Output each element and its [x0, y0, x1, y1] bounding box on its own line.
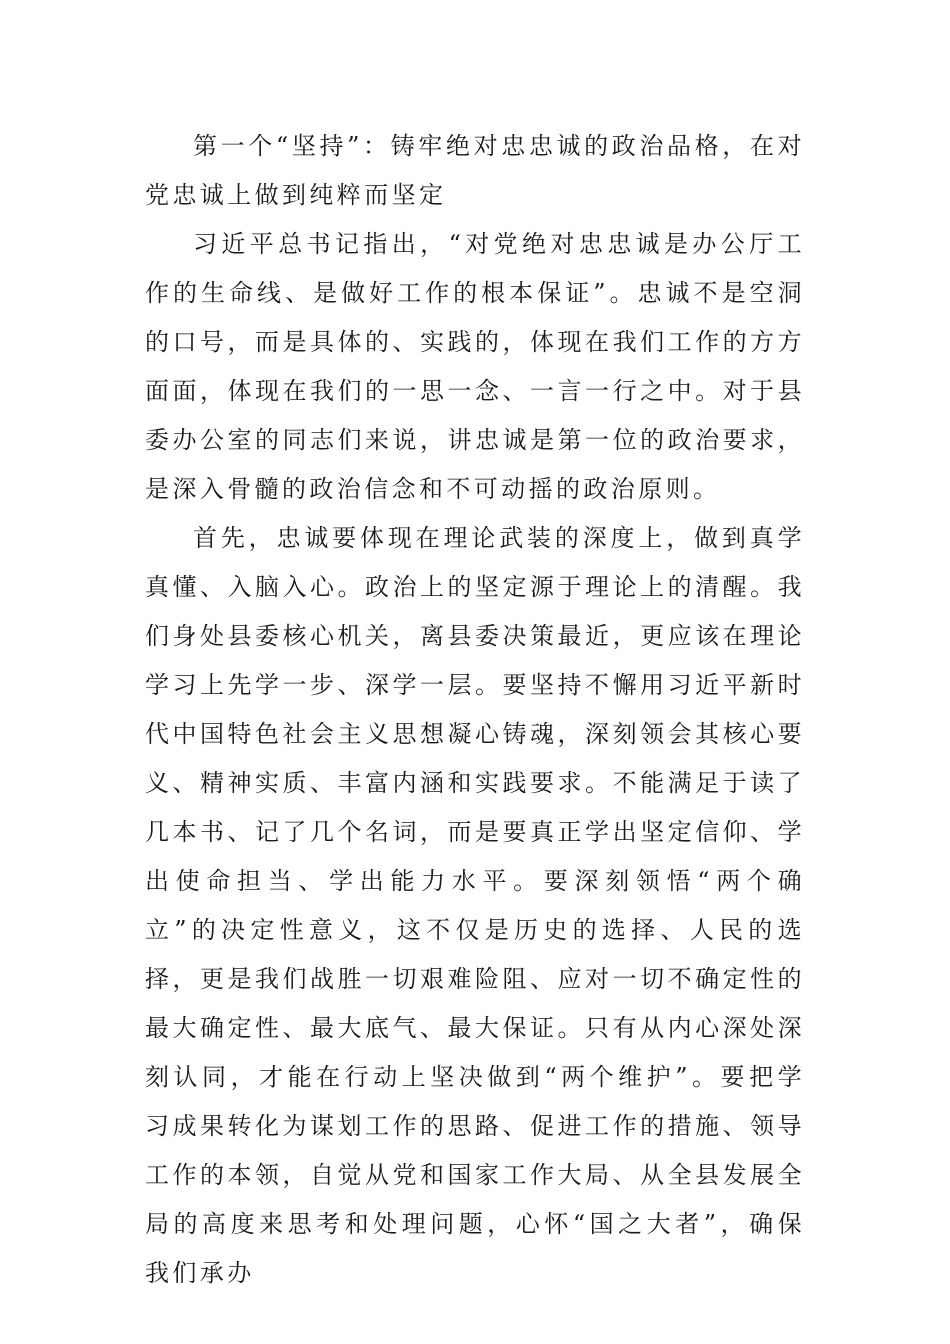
- body-paragraph-1: 习近平总书记指出，“对党绝对忠忠诚是办公厅工作的生命线、是做好工作的根本保证”。忠诚不是空洞的口号，而是具体的、实践的，体现在我们工作的方方面面，体现在我们的一思一念、一言一行之中。对于县委办公室的同志们来说，讲忠诚是第一位的政治要求，是深入骨髓的政治信念和不可动摇的政治原则。: [145, 230, 805, 503]
- body-paragraph-2: 首先，忠诚要体现在理论武装的深度上，做到真学真懂、入脑入心。政治上的坚定源于理论上的清醒。我们身处县委核心机关，离县委决策最近，更应该在理论学习上先学一步、深学一层。要坚持不懈用习近平新时代中国特色社会主义思想凝心铸魂，深刻领会其核心要义、精神实质、丰富内涵和实践要求。不能满足于读了几本书、记了几个名词，而是要真正学出坚定信仰、学出使命担当、学出能力水平。要深刻领悟“两个确立”的决定性意义，这不仅是历史的选择、人民的选择，更是我们战胜一切艰难险阻、应对一切不确定性的最大确定性、最大底气、最大保证。只有从内心深处深刻认同，才能在行动上坚决做到“两个维护”。要把学习成果转化为谋划工作的思路、促进工作的措施、领导工作的本领，自觉从党和国家工作大局、从全县发展全局的高度来思考和处理问题，心怀“国之大者”，确保我们承办: [145, 524, 805, 1287]
- section-heading: 第一个“坚持”：铸牢绝对忠忠诚的政治品格，在对党忠诚上做到纯粹而坚定: [145, 132, 805, 209]
- document-page: [145, 122, 805, 1298]
